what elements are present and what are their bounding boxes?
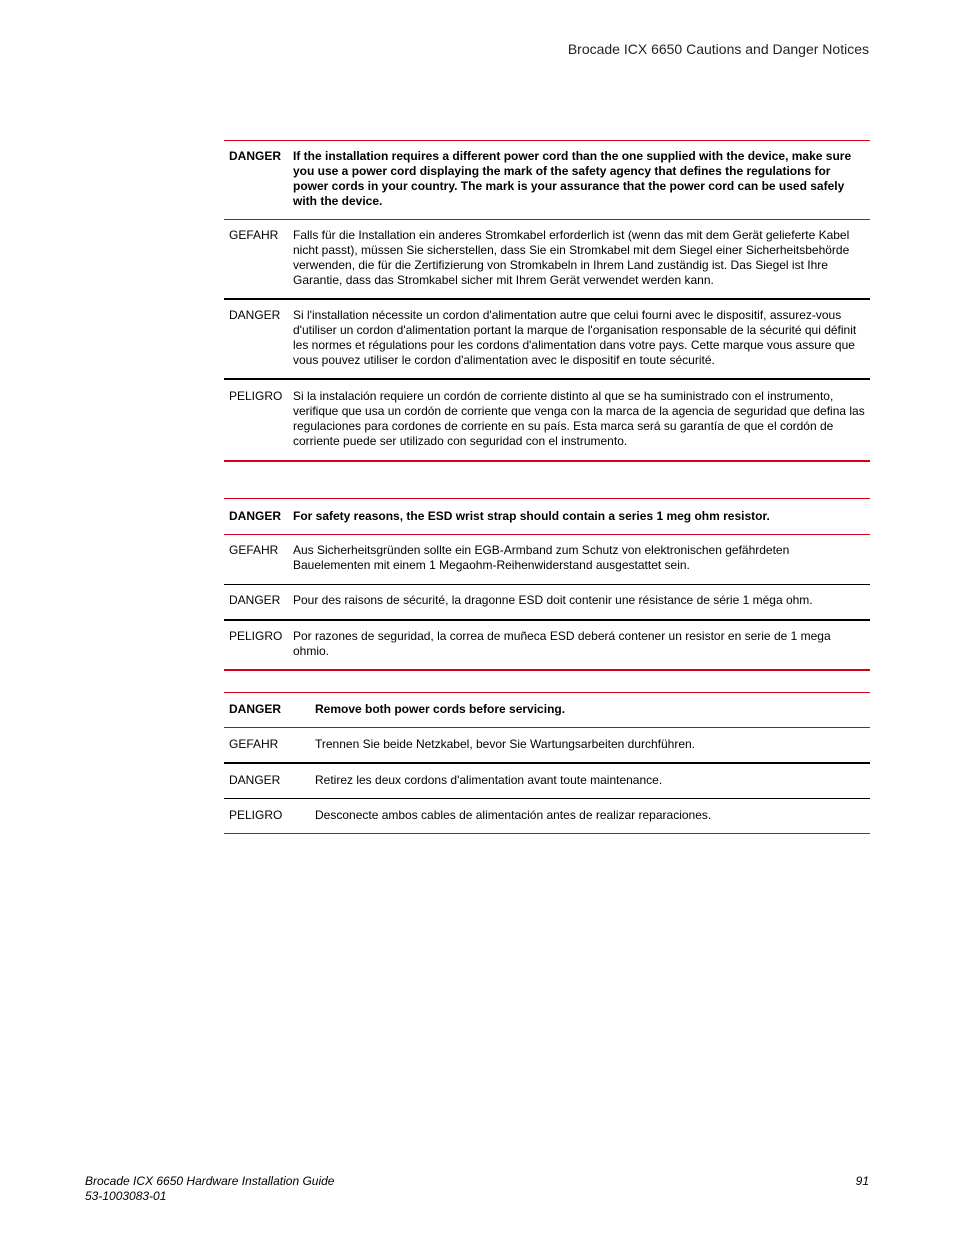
notice-row-danger-fr: [224, 585, 870, 621]
notice-text: If the installation requires a different power cord than the one supplied with the device, make sure you use a power cord displaying the mark of the safety agency that defines the regulations for power cords in your country. The mark is your assurance that the power cord can be used safely with the device.: [293, 149, 852, 208]
notice-row-danger-fr: [224, 764, 870, 799]
notice-tag: DANGER: [229, 593, 281, 607]
notice-tag: PELIGRO: [229, 808, 283, 822]
notice-tag: GEFAHR: [229, 228, 279, 242]
notice-text: Por razones de seguridad, la correa de muñeca ESD deberá contener un resistor en serie de 1 mega ohmio.: [293, 629, 831, 658]
notice-tag: GEFAHR: [229, 543, 279, 557]
notice-row-gefahr-de: [224, 535, 870, 585]
notice-row-gefahr-de: [224, 728, 870, 764]
notice-tag: DANGER: [229, 773, 281, 787]
notice-row-peligro-es: [224, 799, 870, 833]
notice-text: Pour des raisons de sécurité, la dragonne ESD doit contenir une résistance de série 1 méga ohm.: [293, 593, 813, 607]
notice-text: For safety reasons, the ESD wrist strap should contain a series 1 meg ohm resistor.: [293, 509, 770, 523]
notice-row-peligro-es: [224, 380, 870, 460]
notice-text: Remove both power cords before servicing.: [315, 702, 566, 716]
notice-row-danger-en: [224, 693, 870, 728]
notice-text: Retirez les deux cordons d'alimentation avant toute maintenance.: [315, 773, 663, 787]
notice-row-danger-fr: [224, 300, 870, 380]
footer-doc-number: 53-1003083-01: [85, 1189, 167, 1203]
notice-row-danger-en: [224, 141, 870, 220]
notice-text: Si l'installation nécessite un cordon d'alimentation autre que celui fourni avec le dispositif, assurez-vous d'utiliser un cordon d'alimentation portant la marque de l'organisation responsable de la sécurité qui définit les normes et régulations pour les cordons d'alimentation dans votre pays. Cette marque vous assure que vous pouvez utiliser le cordon d'alimentation avec le dispositif en toute sécurité.: [293, 308, 857, 367]
footer-guide-title: Brocade ICX 6650 Hardware Installation Guide: [85, 1174, 335, 1188]
notice-block-esd-strap: [224, 498, 870, 671]
notice-tag: PELIGRO: [229, 629, 283, 643]
notice-tag: DANGER: [229, 509, 282, 523]
notice-block-remove-cords: [224, 692, 870, 834]
notice-row-peligro-es: [224, 621, 870, 669]
notice-tag: GEFAHR: [229, 737, 279, 751]
notice-text: Aus Sicherheitsgründen sollte ein EGB-Armband zum Schutz von elektronischen gefährdeten Bauelementen mit einem 1 Megaohm-Reihenwiderstand ausgestattet sein.: [293, 543, 790, 572]
notice-tag: PELIGRO: [229, 389, 283, 403]
notice-row-danger-en: [224, 499, 870, 535]
notice-tag: DANGER: [229, 149, 282, 163]
notice-text: Trennen Sie beide Netzkabel, bevor Sie Wartungsarbeiten durchführen.: [315, 737, 695, 751]
footer-guide-info: [85, 1174, 334, 1204]
page-number: 91: [855, 1174, 869, 1188]
notice-text: Desconecte ambos cables de alimentación antes de realizar reparaciones.: [315, 808, 712, 822]
notice-tag: DANGER: [229, 702, 282, 716]
notice-tag: DANGER: [229, 308, 281, 322]
running-header: Brocade ICX 6650 Cautions and Danger Notices: [567, 41, 869, 57]
notice-text: Si la instalación requiere un cordón de corriente distinto al que se ha suministrado con el instrumento, verifique que usa un cordón de corriente que venga con la marca de la agencia de seguridad que defina las regulaciones para cordones de corriente en su país. Esta marca será su garantía de que el cordón de corriente puede ser utilizado con seguridad con el instrumento.: [293, 389, 865, 448]
notice-row-gefahr-de: [224, 220, 870, 300]
notice-block-power-cord-mark: [224, 140, 870, 462]
notice-text: Falls für die Installation ein anderes Stromkabel erforderlich ist (wenn das mit dem Gerät gelieferte Kabel nicht passt), müssen Sie sicherstellen, dass Sie ein Stromkabel mit dem Siegel einer Sicherheitsbehörde verwenden, die für die Zertifizierung von Stromkabeln in Ihrem Land zuständig ist. Das Siegel ist Ihre Garantie, dass das Stromkabel sicher mit Ihrem Gerät verwendet werden kann.: [293, 228, 850, 287]
